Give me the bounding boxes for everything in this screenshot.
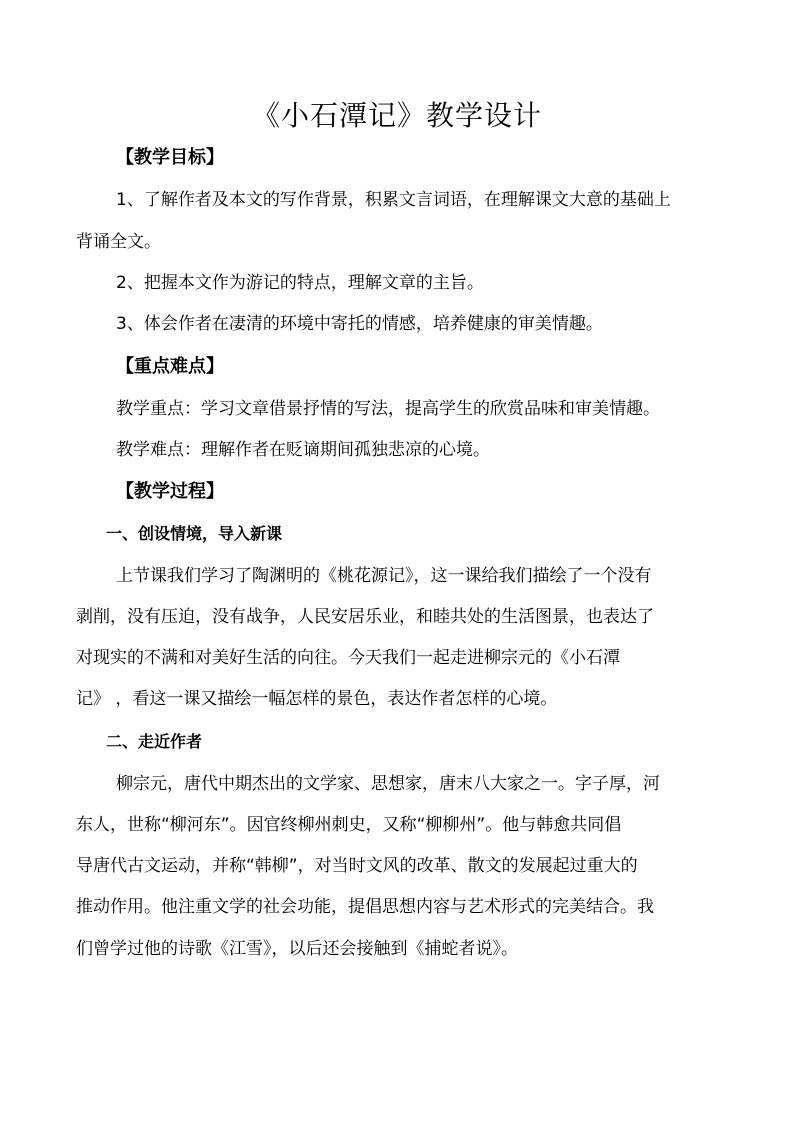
section-heading-objectives: 【教学目标】 <box>116 147 224 168</box>
difficulty-text: 教学难点：理解作者在贬谪期间孤独悲凉的心境。 <box>116 440 490 460</box>
objective-1-line-1: 1、了解作者及本文的写作背景，积累文言词语，在理解课文大意的基础上 <box>116 190 671 210</box>
part-2-paragraph-line: 柳宗元，唐代中期杰出的文学家、思想家，唐末八大家之一。字子厚，河 <box>116 774 660 794</box>
part-1-paragraph-line: 记》 ，看这一课又描绘一幅怎样的景色，表达作者怎样的心境。 <box>76 689 558 709</box>
document-title: 《小石潭记》教学设计 <box>251 99 542 132</box>
part-2-paragraph-line: 推动作用。他注重文学的社会功能，提倡思想内容与艺术形式的完美结合。我 <box>76 897 654 917</box>
objective-3: 3、体会作者在凄清的环境中寄托的情感，培养健康的审美情趣。 <box>116 314 603 334</box>
part-1-paragraph-line: 剥削，没有压迫，没有战争，人民安居乐业，和睦共处的生活图景，也表达了 <box>76 607 654 627</box>
part-2-paragraph-line: 们曾学过他的诗歌《江雪》，以后还会接触到《捕蛇者说》。 <box>76 939 518 959</box>
part-1-paragraph-line: 上节课我们学习了陶渊明的《桃花源记》，这一课给我们描绘了一个没有 <box>116 566 652 586</box>
part-1-paragraph-line: 对现实的不满和对美好生活的向往。今天我们一起走进柳宗元的《小石潭 <box>76 648 620 668</box>
key-point-text: 教学重点：学习文章借景抒情的写法，提高学生的欣赏品味和审美情趣。 <box>116 399 660 419</box>
process-part-1-heading: 一、创设情境，导入新课 <box>106 524 283 543</box>
objective-2: 2、把握本文作为游记的特点，理解文章的主旨。 <box>116 273 484 293</box>
part-2-paragraph-line: 东人，世称“柳河东”。因官终柳州刺史，又称“柳柳州”。他与韩愈共同倡 <box>76 815 622 835</box>
section-heading-process: 【教学过程】 <box>116 481 224 502</box>
objective-1-line-2: 背诵全文。 <box>76 232 161 252</box>
section-heading-key-points: 【重点难点】 <box>116 356 224 377</box>
part-2-paragraph-line: 导唐代古文运动，并称“韩柳”，对当时文风的改革、散文的发展起过重大的 <box>76 856 638 876</box>
process-part-2-heading: 二、走近作者 <box>106 732 203 751</box>
